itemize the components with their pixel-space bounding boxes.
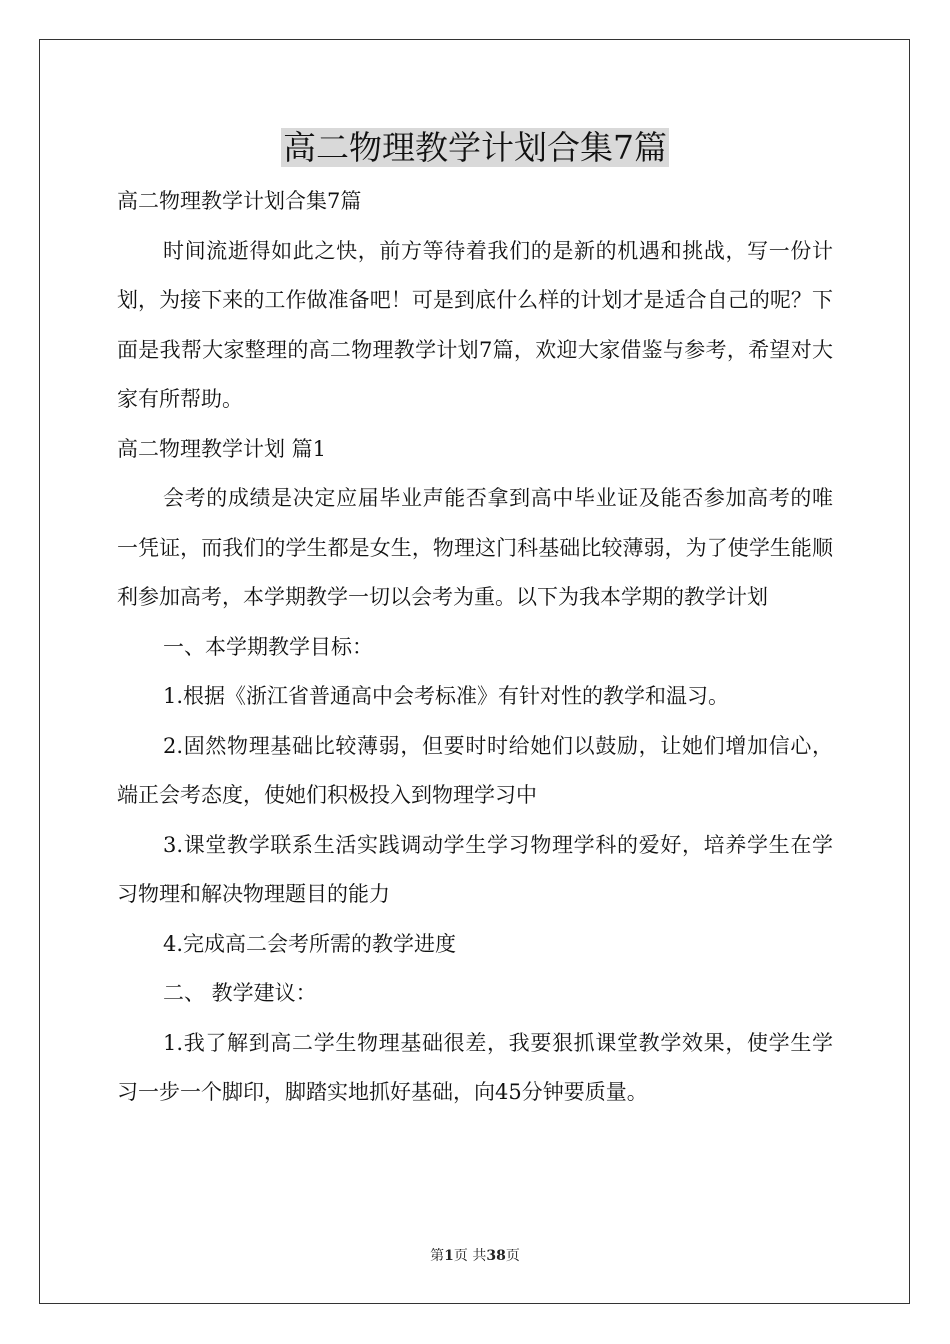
document-title: 高二物理教学计划合集7篇: [283, 128, 667, 167]
paragraph: 3.课堂教学联系生活实践调动学生学习物理学科的爱好，培养学生在学习物理和解决物理题目的能力: [117, 832, 833, 906]
page-label-prefix: 第: [430, 1248, 445, 1264]
page-total: 38: [486, 1248, 506, 1264]
document-body: [117, 177, 833, 1118]
paragraph: 会考的成绩是决定应届毕业声能否拿到高中毕业证及能否参加高考的唯一凭证，而我们的学生都是女生，物理这门科基础比较薄弱，为了使学生能顺利参加高考，本学期教学一切以会考为重。以下为我本学期的教学计划: [117, 486, 833, 609]
paragraph: 时间流逝得如此之快，前方等待着我们的是新的机遇和挑战，写一份计划，为接下来的工作做准备吧！可是到底什么样的计划才是适合自己的呢？下面是我帮大家整理的高二物理教学计划7篇，欢迎大家借鉴与参考，希望对大家有所帮助。: [117, 238, 833, 411]
page-label-mid: 页 共: [453, 1248, 487, 1264]
paragraph: 一、本学期教学目标：: [163, 634, 373, 659]
paragraph: 2.固然物理基础比较薄弱，但要时时给她们以鼓励，让她们增加信心，端正会考态度，使她们积极投入到物理学习中: [117, 733, 833, 807]
page-footer: [0, 1245, 950, 1265]
page-current: 1: [444, 1248, 454, 1264]
paragraph: 1.我了解到高二学生物理基础很差，我要狠抓课堂教学效果，使学生学习一步一个脚印，脚踏实地抓好基础，向45分钟要质量。: [117, 1030, 833, 1104]
paragraph: 二、 教学建议：: [163, 981, 317, 1005]
paragraph: 1.根据《浙江省普通高中会考标准》有针对性的教学和温习。: [163, 684, 730, 708]
page-label-suffix: 页: [505, 1248, 520, 1264]
paragraph: 4.完成高二会考所需的教学进度: [163, 931, 457, 956]
paragraph: 高二物理教学计划合集7篇: [117, 189, 362, 213]
section-heading: 高二物理教学计划 篇1: [117, 436, 327, 461]
